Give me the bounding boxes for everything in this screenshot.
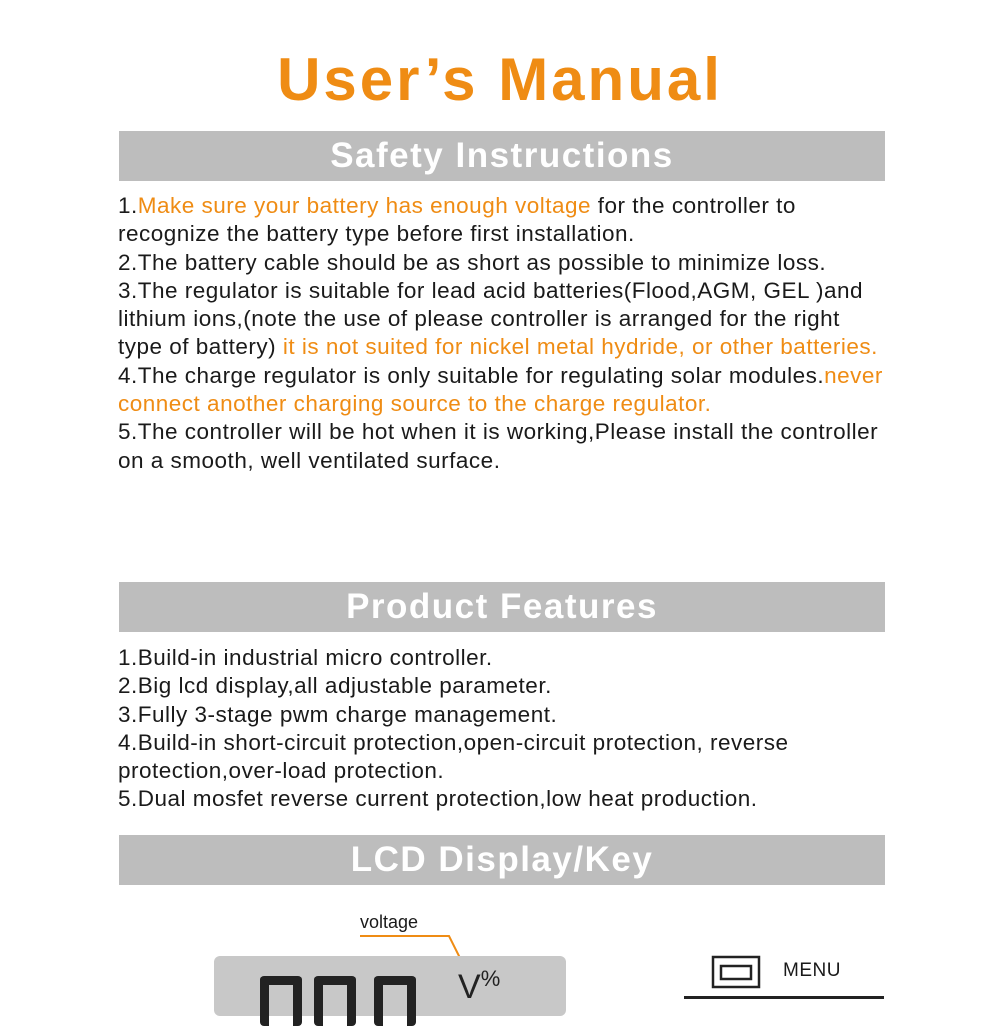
item-text: The regulator is suitable for lead acid batteries(Flood,AGM, GEL )and lithium ions,(note the use of please controller is arranged for the right type of battery)	[118, 277, 864, 360]
menu-key-label: MENU	[783, 960, 841, 981]
safety-instructions-heading: Safety Instructions	[119, 131, 885, 181]
lcd-unit	[458, 968, 500, 1007]
lcd-digit	[374, 976, 416, 1026]
divider	[684, 996, 884, 999]
item-number: 2.	[118, 249, 138, 275]
list-item: 3.Fully 3-stage pwm charge management.	[118, 701, 558, 727]
voltage-label: voltage	[360, 912, 419, 932]
list-item: 5.Dual mosfet reverse current protection,low heat production.	[118, 786, 758, 812]
unit-volt: V	[458, 968, 481, 1006]
lcd-display-illustration	[214, 956, 566, 1016]
list-item: 1.Build-in industrial micro controller.	[118, 645, 493, 670]
item-highlight: Make sure your battery has enough voltage	[137, 193, 592, 218]
lcd-display-key-heading: LCD Display/Key	[119, 835, 885, 885]
list-item: 2.Big lcd display,all adjustable parameter.	[118, 673, 552, 699]
item-text: The controller will be hot when it is working,Please install the controller on a smooth, well ventilated surface.	[118, 419, 879, 473]
item-number: 4.	[118, 362, 138, 388]
item-highlight: it is not suited for nickel metal hydride, or other batteries.	[282, 334, 878, 360]
item-number: 5.	[118, 419, 138, 445]
lcd-digit	[260, 976, 302, 1026]
item-highlight: never connect another charging source to the charge regulator.	[118, 362, 883, 417]
unit-percent: %	[480, 966, 501, 991]
item-text: The battery cable should be as short as possible to minimize loss.	[137, 249, 827, 275]
page-title: User’s Manual	[277, 46, 723, 113]
lcd-digit	[314, 976, 356, 1026]
product-features-heading: Product Features	[119, 582, 885, 632]
item-number: 1.	[118, 193, 138, 218]
item-text: The charge regulator is only suitable for regulating solar modules.	[137, 362, 825, 388]
menu-key-icon	[711, 955, 761, 989]
item-number: 3.	[118, 277, 138, 303]
item-text: for the controller to recognize the battery type before first installation.	[118, 193, 796, 247]
list-item: 4.Build-in short-circuit protection,open-circuit protection, reverse protection,over-load protection.	[118, 729, 789, 784]
